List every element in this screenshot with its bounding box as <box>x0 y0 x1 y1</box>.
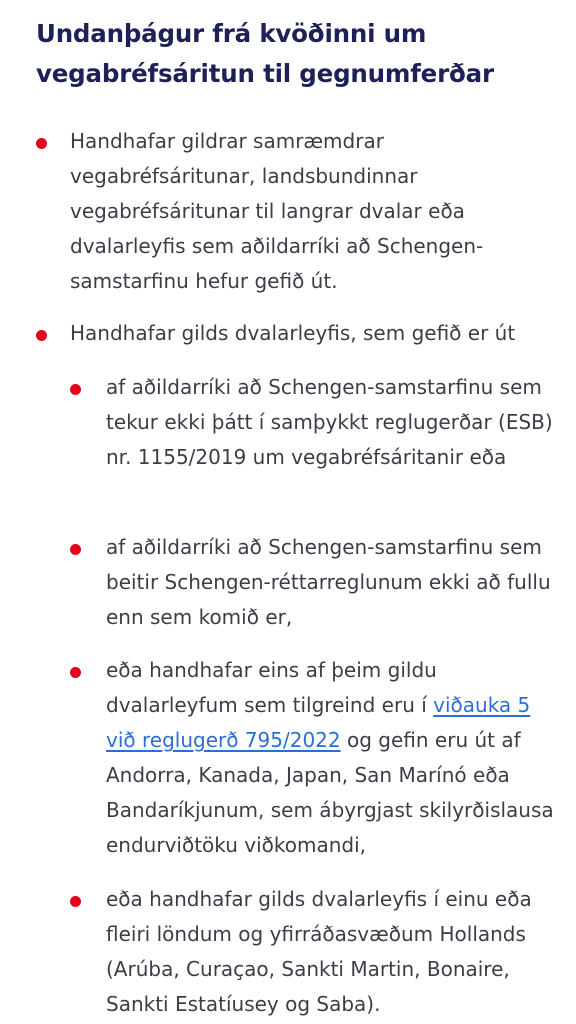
section-title: Undanþágur frá kvöðinni um vegabréfsáritun til gegnumferðar <box>36 19 494 88</box>
sub-list-item <box>106 653 560 863</box>
bullet-icon <box>36 138 47 149</box>
list-item: Handhafar gildrar samræmdrar vegabréfsáritunar, landsbundinnar vegabréfsáritunar til langrar dvalar eða dvalarleyfis sem aðildarríki að Schengen-samstarfinu hefur gefið út. <box>70 129 484 293</box>
bullet-icon <box>70 896 81 907</box>
sub-list-item-text: og gefin eru út af Andorra, Kanada, Japan, San Marínó eða Bandaríkjunum, sem ábyrgjast skilyrðislausa endurviðtöku viðkomandi, <box>106 728 554 857</box>
regulation-annex-link[interactable]: viðauka 5 við reglugerð 795/2022 <box>106 693 531 752</box>
bullet-icon <box>70 384 81 395</box>
sub-list-item: eða handhafar gilds dvalarleyfis í einu eða fleiri löndum og yfirráðasvæðum Hollands (Arúba, Curaçao, Sankti Martin, Bonaire, Sankti Estatíusey og Saba). <box>106 887 532 1016</box>
sub-list-item: af aðildarríki að Schengen-samstarfinu sem beitir Schengen-réttarreglunum ekki að fullu enn sem komið er, <box>106 535 551 629</box>
sub-list-item-text: eða handhafar eins af þeim gildu dvalarleyfum sem tilgreind eru í <box>106 658 437 717</box>
list-item: Handhafar gilds dvalarleyfis, sem gefið er út <box>70 321 516 345</box>
sub-list-item: af aðildarríki að Schengen-samstarfinu sem tekur ekki þátt í samþykkt reglugerðar (ESB) nr. 1155/2019 um vegabréfsáritanir eða <box>106 375 553 469</box>
bullet-icon <box>36 330 47 341</box>
bullet-icon <box>70 667 81 678</box>
bullet-icon <box>70 544 81 555</box>
